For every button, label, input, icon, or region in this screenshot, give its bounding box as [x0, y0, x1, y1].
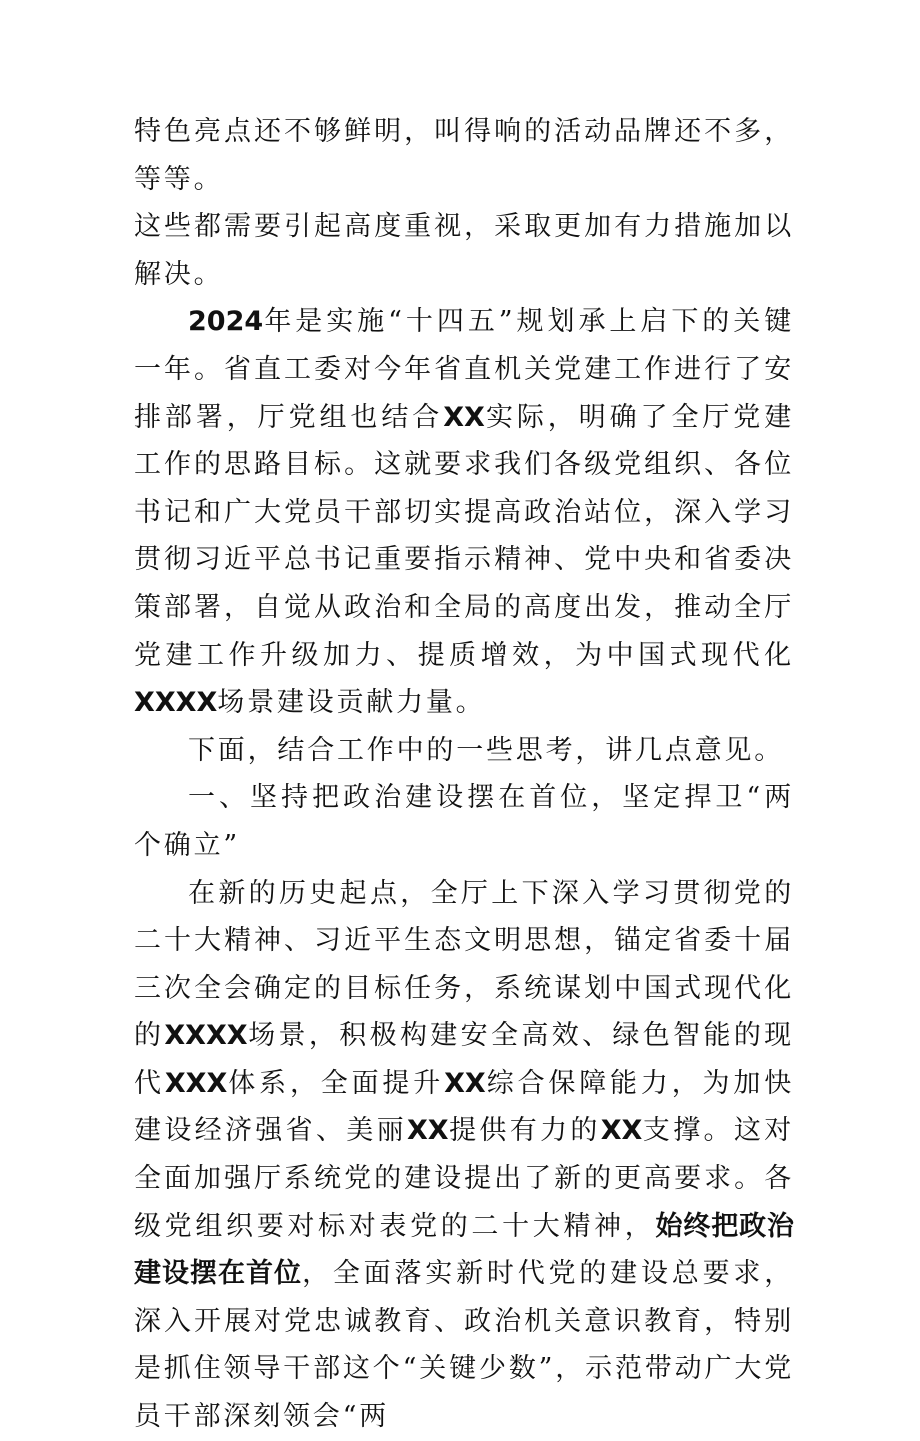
paragraph-text: 在新的历史起点，全厅上下深入学习贯彻党的二十大精神、习近平生态文明思想，锚定省委十届三次全会确定的目标任务，系统谋划中国式现代化的	[134, 877, 794, 1052]
placeholder-xxxx: XXXX	[134, 687, 218, 719]
paragraph-text: 场景，积极构建安全高效、绿色智能的现代	[134, 1020, 794, 1099]
paragraph-text: 提供有力的	[448, 1115, 601, 1147]
paragraph-new-starting-point	[134, 870, 794, 1441]
paragraph-text: 支撑。这对全面加强厅系统党的建设提出了新的更高要求。各级党组织要对标对表党的二十大精神，	[134, 1115, 795, 1242]
paragraph-line: 特色亮点还不够鲜明，叫得响的活动品牌还不多，等等。	[134, 116, 794, 195]
year-number: 2024	[188, 306, 264, 338]
placeholder-xxxx: XXXX	[164, 1020, 248, 1052]
paragraph-text: ，全面落实新时代党的建设总要求，深入开展对党忠诚教育、政治机关意识教育，特别是抓住领导干部这个“关键少数”，示范带动广大党员干部深刻领会“两	[134, 1258, 794, 1433]
paragraph-text: 年是实施“十四五”规划承上启下的关键一年。省直工委对今年省直机关党建工作进行了安排部署，厅党组也结合	[134, 306, 794, 433]
placeholder-xxx: XXX	[164, 1067, 228, 1099]
placeholder-xx: XX	[600, 1115, 643, 1147]
placeholder-xx: XX	[443, 401, 485, 433]
placeholder-xx: XX	[444, 1067, 486, 1099]
paragraph-text: 综合保障能力，为加快建设经济强省、美丽	[134, 1067, 794, 1147]
paragraph-intro-opinions	[134, 727, 794, 775]
placeholder-xx: XX	[406, 1115, 449, 1147]
section-heading-1	[134, 774, 794, 869]
paragraph-text: 实际，明确了全厅党建工作的思路目标。这就要求我们各级党组织、各位书记和广大党员干部切实提高政治站位，深入学习贯彻习近平总书记重要指示精神、党中央和省委决策部署，自觉从政治和全局的高度出发，推动全厅党建工作升级加力、提质增效，为中国式现代化	[134, 401, 795, 671]
paragraph-text: 场景建设贡献力量。	[217, 687, 486, 719]
paragraph-text: 体系，全面提升	[227, 1067, 445, 1099]
paragraph-text: 下面，结合工作中的一些思考，讲几点意见。	[188, 734, 784, 766]
paragraph-2024-plan	[134, 298, 794, 726]
emphasized-phrase: 始终把政治建设摆在首位	[134, 1210, 795, 1290]
paragraph-continuation	[134, 108, 794, 298]
document-body	[134, 108, 794, 1441]
heading-text: 一、坚持把政治建设摆在首位，坚定捍卫“两个确立”	[134, 782, 794, 861]
paragraph-line: 这些都需要引起高度重视，采取更加有力措施加以解决。	[134, 211, 794, 290]
